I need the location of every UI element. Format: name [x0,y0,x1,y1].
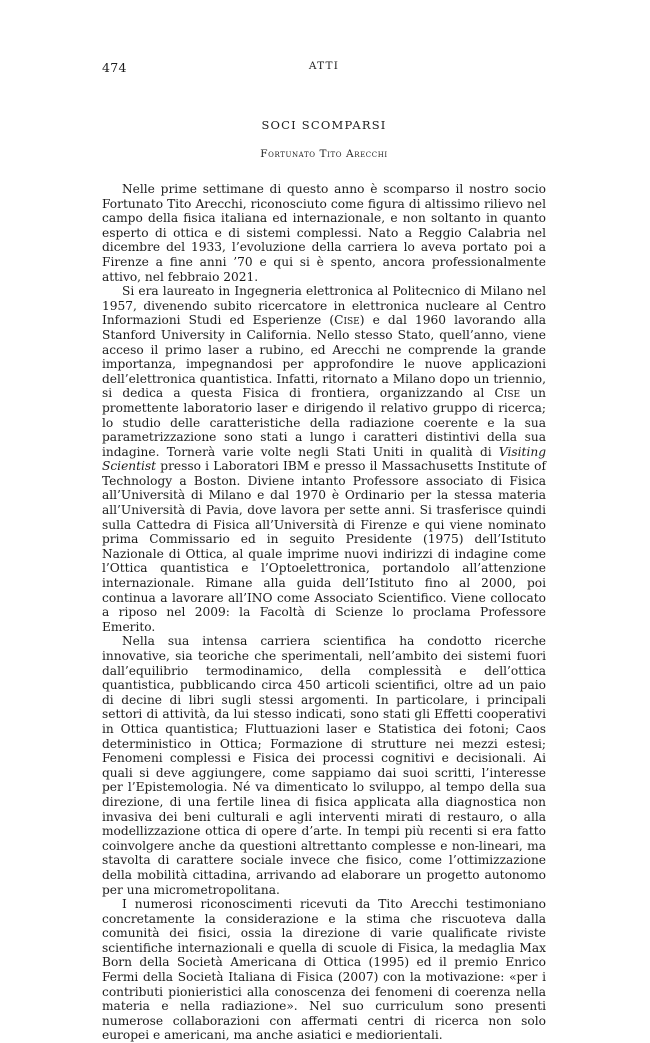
running-header [102,60,546,78]
paragraph-2-part-a: Si era laureato in Ingegneria elettronica al Politecnico di Milano nel 1957, divenendo subito ricercatore in elettronica nucleare al Centro Informazioni Studi ed Esperienze ( [102,284,546,328]
running-title: ATTI [308,60,340,72]
cise-acronym: Cise [334,313,360,328]
paragraph-2-part-b: ) e dal 1960 lavorando alla Stanford University in California. Nello stesso Stato, quell’anno, viene acceso il primo laser a rubino, ed Arecchi ne comprende la grande importanza, impegnandosi per approfondire le nuove applicazioni dell’elettronica quantistica. Infatti, ritornato a Milano dopo un triennio, si dedica a questa Fisica di frontiera, organizzando al [102,313,546,401]
paragraph-1: Nelle prime settimane di questo anno è scomparso il nostro socio Fortunato Tito Arecchi, riconosciuto come figura di altissimo rilievo nel campo della fisica italiana ed internazionale, e non soltanto in quanto esperto di ottica e di sistemi complessi. Nato a Reggio Calabria nel dicembre del 1933, l’evoluzione della carriera lo aveva portato poi a Firenze a fine anni ’70 e qui si è spento, ancora professionalmente attivo, nel febbraio 2021. [102,182,546,284]
author-name: Fortunato Tito Arecchi [260,148,388,160]
section-title: SOCI SCOMPARSI [261,118,387,132]
article-body [102,182,546,1043]
page-number: 474 [102,60,127,75]
paragraph-4: I numerosi riconoscimenti ricevuti da Tito Arecchi testimoniano concretamente la considerazione e la stima che riscuoteva dalla comunità dei fisici, ossia la direzione di varie qualificate riviste scientifiche internazionali e quella di scuole di Fisica, la medaglia Max Born della Società Americana di Ottica (1995) ed il premio Enrico Fermi della Società Italiana di Fisica (2007) con la motivazione: «per i contributi pionieristici alla conoscenza dei fenomeni di coerenza nella materia e nella radiazione». Nel suo curriculum sono presenti numerose collaborazioni con affermati centri di ricerca non solo europei e americani, ma anche asiatici e mediorientali. [102,897,546,1043]
paragraph-3: Nella sua intensa carriera scientifica ha condotto ricerche innovative, sia teoriche che sperimentali, nell’ambito dei sistemi fuori dall’equilibrio termodinamico, della complessità e dell’ottica quantistica, pubblicando circa 450 articoli scientifici, oltre ad un paio di decine di libri sugli stessi argomenti. In particolare, i principali settori di attività, da lui stesso indicati, sono stati gli Effetti cooperativi in Ottica quantistica; Fluttuazioni laser e Statistica dei fotoni; Caos deterministico in Ottica; Formazione di strutture nei mezzi estesi; Fenomeni complessi e Fisica dei processi cognitivi e decisionali. Ai quali si deve aggiungere, come sappiamo dai suoi scritti, l’interesse per l’Epistemologia. Né va dimenticato lo sviluppo, al tempo della sua direzione, di una fertile linea di fisica applicata alla diagnostica non invasiva dei beni culturali e agli interventi mirati di restauro, o alla modellizzazione ottica di opere d’arte. In tempi più recenti si era fatto coinvolgere anche da questioni altrettanto complesse e non-lineari, ma stavolta di carattere sociale invece che fisico, come l’ottimizzazione della mobilità cittadina, arrivando ad elaborare un progetto autonomo per una micrometropolitana. [102,634,546,897]
paragraph-2 [102,284,546,634]
paragraph-2-part-c: un promettente laboratorio laser e dirigendo il relativo gruppo di ricerca; lo studio delle caratteristiche della radiazione coerente e la sua parametrizzazione sono stati a lungo i caratteri distintivi della sua indagine. Tornerà varie volte negli Stati Uniti in qualità di [102,386,547,459]
cise-acronym: Cise [494,386,521,401]
paragraph-2-part-d: presso i Laboratori IBM e presso il Massachusetts Institute of Technology a Boston. Diviene intanto Professore associato di Fisica all’Università di Milano e dal 1970 è Ordinario per la stessa materia all’Università di Pavia, dove lavora per sette anni. Si trasferisce quindi sulla Cattedra di Fisica all’Università di Firenze e qui viene nominato prima Commissario ed in seguito Presidente (1975) dell’Istituto Nazionale di Ottica, al quale imprime nuovi indirizzi di indagine come l’Ottica quantistica e l’Optoelettronica, portandolo all’attenzione internazionale. Rimane alla guida dell’Istituto fino al 2000, poi continua a lavorare all’INO come Associato Scientifico. Viene collocato a riposo nel 2009: la Facoltà di Scienze lo proclama Professore Emerito. [102,459,546,634]
visiting-scientist-term: Visiting Scientist [102,444,546,474]
